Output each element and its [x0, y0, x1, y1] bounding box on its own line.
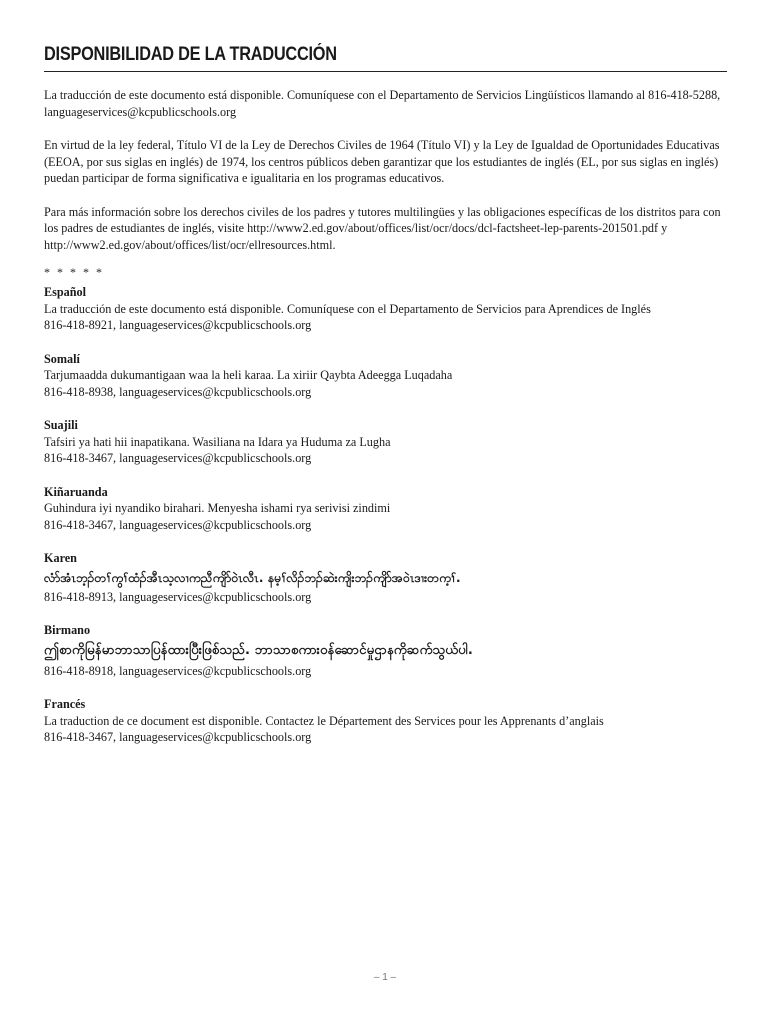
language-contact: 816-418-8913, languageservices@kcpublicschools.org	[44, 589, 312, 604]
language-contact: 816-418-8918, languageservices@kcpublicschools.org	[44, 663, 312, 678]
title-rule	[44, 71, 727, 72]
page-title: DISPONIBILIDAD DE LA TRADUCCIÓN	[44, 44, 337, 65]
language-contact: 816-418-3467, languageservices@kcpublicschools.org	[44, 517, 312, 532]
intro-paragraph-links: Para más información sobre los derechos civiles de los padres y tutores multilingües y las obligaciones específicas de los distritos para con los padres de estudiantes de inglés, visite http://www2.ed.gov/about/offices/list/ocr/docs/dcl-factsheet-lep-parents-201501.pdf y http://www2.ed.gov/about/offices/list/ocr/ellresources.html.	[44, 204, 721, 252]
language-text-burmese-script: ဤစာကိုမြန်မာဘာသာပြန်ထားပြီးဖြစ်သည်. ဘာသာစကားဝန်ဆောင်မှုဌာနကိုဆက်သွယ်ပါ.	[44, 642, 474, 658]
language-block-suajili	[44, 417, 727, 467]
language-text: Tafsiri ya hati hii inapatikana. Wasiliana na Idara ya Huduma za Lugha	[44, 434, 391, 449]
language-name: Birmano	[44, 623, 91, 637]
language-text: La traducción de este documento está disponible. Comuníquese con el Departamento de Servicios para Aprendices de Inglés	[44, 301, 651, 316]
language-text: Guhindura iyi nyandiko birahari. Menyesha ishami rya serivisi zindimi	[44, 501, 391, 515]
language-block-frances	[44, 696, 727, 746]
language-name: Español	[44, 285, 87, 299]
intro-paragraph-law: En virtud de la ley federal, Título VI de la Ley de Derechos Civiles de 1964 (Título VI) y la Ley de Igualdad de Oportunidades Educativas (EEOA, por sus siglas en inglés) de 1974, los centros públicos deben garantizar que los estudiantes de inglés (EL, por sus siglas en inglés) puedan participar de forma significativa e igualitaria en los programas educativos.	[44, 138, 720, 185]
language-contact: 816-418-8921, languageservices@kcpublicschools.org	[44, 318, 312, 332]
language-contact: 816-418-8938, languageservices@kcpublicschools.org	[44, 384, 312, 399]
language-contact: 816-418-3467, languageservices@kcpublicschools.org	[44, 451, 312, 465]
language-text-karen-script: လံာ်အံၤဘ့ၣ်တၢ်ကွၢ်ထံၣ်အီၤသ့လၢကညီကျိာ်ဝဲၤလီၤ. နမ့ၢ်လိၣ်ဘၣ်ဆဲးကျိးဘၣ်ကျိာ်အဝဲၤဒၢးတက့ၢ်.	[44, 570, 461, 585]
language-text: Tarjumaadda dukumantigaan waa la heli karaa. La xiriir Qaybta Adeegga Luqadaha	[44, 368, 453, 382]
language-block-karen	[44, 550, 727, 605]
language-name: Kiñaruanda	[44, 484, 108, 499]
language-block-kinaruanda	[44, 484, 727, 534]
language-name: Suajili	[44, 418, 78, 432]
language-text: La traduction de ce document est disponible. Contactez le Département des Services pour les Apprenants d’anglais	[44, 713, 604, 728]
language-name: Francés	[44, 697, 86, 711]
language-block-espanol	[44, 284, 727, 334]
page-number: – 1 –	[373, 972, 397, 983]
section-separator: * * * * *	[44, 265, 104, 279]
language-contact: 816-418-3467, languageservices@kcpublicschools.org	[44, 730, 312, 744]
language-name: Karen	[44, 551, 77, 565]
language-name: Somalí	[44, 351, 80, 366]
language-block-birmano	[44, 622, 727, 679]
language-block-somali	[44, 351, 727, 401]
document-page	[44, 42, 727, 763]
intro-paragraph-contact: La traducción de este documento está disponible. Comuníquese con el Departamento de Servicios Lingüísticos llamando al 816-418-5288, languageservices@kcpublicschools.org	[44, 88, 721, 119]
